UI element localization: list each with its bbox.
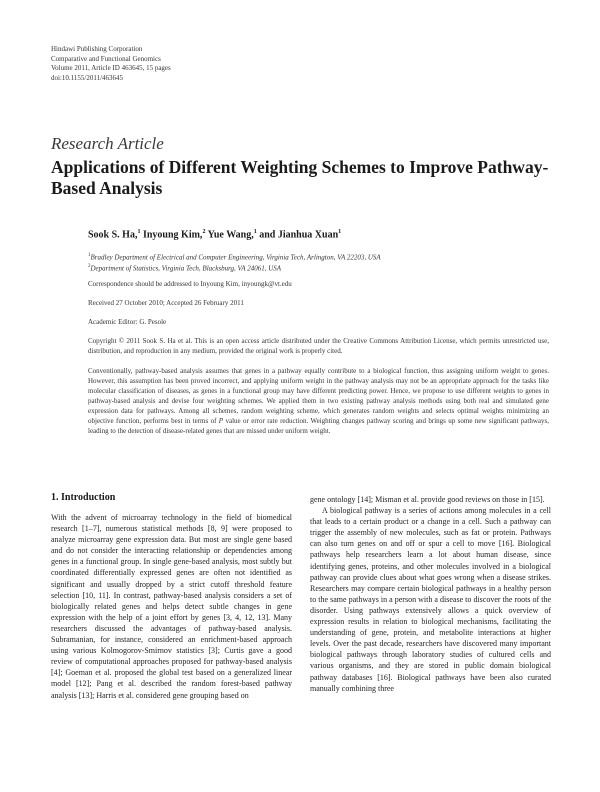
copyright-notice: Copyright © 2011 Sook S. Ha et al. This is an open access article distributed under the Creative Commons Attribution License, which permits unrestricted use, distribution, and reproduction in any medium, provided the original work is properly cited.	[88, 337, 549, 355]
affiliation-mark: 1	[88, 253, 91, 258]
affiliations	[88, 251, 381, 274]
academic-editor: Academic Editor: G. Pesole	[88, 318, 167, 326]
doi-line: doi:10.1155/2011/463645	[51, 73, 124, 82]
right-column	[310, 494, 551, 694]
correspondence: Correspondence should be addressed to Inyoung Kim, inyoungk@vt.edu	[88, 280, 292, 288]
abstract-text-2: value or error rate reduction. Weighting changes pathway scoring and brings up some new significant pathways, leading to the detection of disease-related genes that are missed under uniform weight.	[88, 417, 549, 435]
affiliation-text: Department of Statistics, Virginia Tech, Blacksburg, VA 24061, USA	[90, 264, 282, 273]
publisher-line: Hindawi Publishing Corporation	[51, 45, 143, 53]
paper-title: Applications of Different Weighting Schemes to Improve Pathway-Based Analysis	[51, 157, 549, 198]
author-affiliation-mark: 2	[202, 229, 206, 235]
article-type: Research Article	[51, 134, 164, 153]
author-name: Inyoung Kim,	[140, 229, 203, 241]
intro-paragraph-1: With the advent of microarray technology in the field of biomedical research [1–7], numerous statistical methods [8, 9] were proposed to analyze microarray gene expression data. But most are single gene based and do not consider the interacting relationship or dependencies among genes in a functional group. In single gene-based analysis, most subtly but coordinated differentially expressed genes are often not identified as significant and usually dropped by a strict cutoff threshold feature selection [10, 11]. In contrast, pathway-based analysis considers a set of biologically related genes and helps detect subtle changes in gene expression with the help of a joint effort by genes [3, 4, 12, 13]. Many researchers discussed the advantages of pathway-based analysis. Subramanian, for instance, considered an enrichment-based approach using various Kolmogorov-Smirnov statistics [3]; Curtis gave a good review of computational approaches proposed for pathway-based analysis [4]; Goeman et al. proposed the global test based on a generalized linear model [12]; Pang et al. described the random forest-based pathway analysis [13]; Harris et al. considered gene grouping based on	[51, 513, 292, 700]
affiliation-text: Bradley Department of Electrical and Computer Engineering, Virginia Tech, Arlington, VA 22203, USA	[90, 253, 381, 262]
journal-name-line: Comparative and Functional Genomics	[51, 54, 161, 63]
intro-paragraph-continued: gene ontology [14]; Misman et al. provide good reviews on those in [15].	[310, 495, 545, 504]
abstract	[88, 366, 549, 436]
author-name: Yue Wang,	[205, 229, 254, 241]
affiliation-mark: 2	[88, 264, 91, 270]
intro-paragraph-2: A biological pathway is a series of actions among molecules in a cell that leads to a certain product or a change in a cell. Such a pathway can trigger the assembly of new molecules, such as fat or protein. Pathways can also turn genes on and off or spur a cell to move [16]. Biological pathways help researchers learn a lot about human disease, since identifying genes, proteins, and other molecules involved in a biological pathway can provide clues about what goes wrong when a disease strikes. Researchers may compare certain biological pathways in a healthy person to the same pathways in a person with a disease to discover the roots of the disorder. Using pathways extensively allows a quick overview of expression results in relation to biological mechanisms, facilitating the understanding of gene, protein, and metabolite interactions at higher levels. Over the past decade, researchers have discovered many important biological pathways through laboratory studies of cultured cells and various organisms, and they are stored in public domain biological pathway databases [16]. Biological pathways have been also curated manually combining three	[310, 506, 551, 693]
p-symbol: P	[218, 417, 224, 425]
author-name: and Jianhua Xuan	[256, 229, 339, 241]
author-affiliation-mark: 1	[253, 229, 257, 235]
volume-line: Volume 2011, Article ID 463645, 15 pages	[51, 64, 171, 72]
author-affiliation-mark: 1	[338, 229, 342, 235]
author-name: Sook S. Ha,	[88, 229, 138, 241]
affiliation-line	[88, 262, 381, 273]
affiliation-line	[88, 251, 381, 262]
received-dates: Received 27 October 2010; Accepted 26 February 2011	[88, 299, 244, 307]
author-list	[88, 229, 341, 240]
journal-header	[51, 45, 171, 83]
abstract-text-1: Conventionally, pathway-based analysis assumes that genes in a pathway equally contribute to a biological function, thus assigning uniform weight to genes. However, this assumption has been proved incorrect, and applying uniform weight in the pathway analysis may not be an appropriate approach for the tasks like molecular classification of diseases, as genes in a functional group may have different predicting power. Hence, we propose to use different weights to genes in pathway-based analysis and devise four weighting schemes. We applied them in two existing pathway analysis methods using both real and simulated gene expression data for pathways. Among all schemes, random weighting scheme, which generates random weights and selects optimal weights minimizing an objective function, performs best in terms of	[88, 367, 549, 425]
section-heading: 1. Introduction	[51, 492, 116, 503]
author-affiliation-mark: 1	[137, 229, 141, 235]
left-column	[51, 492, 292, 701]
